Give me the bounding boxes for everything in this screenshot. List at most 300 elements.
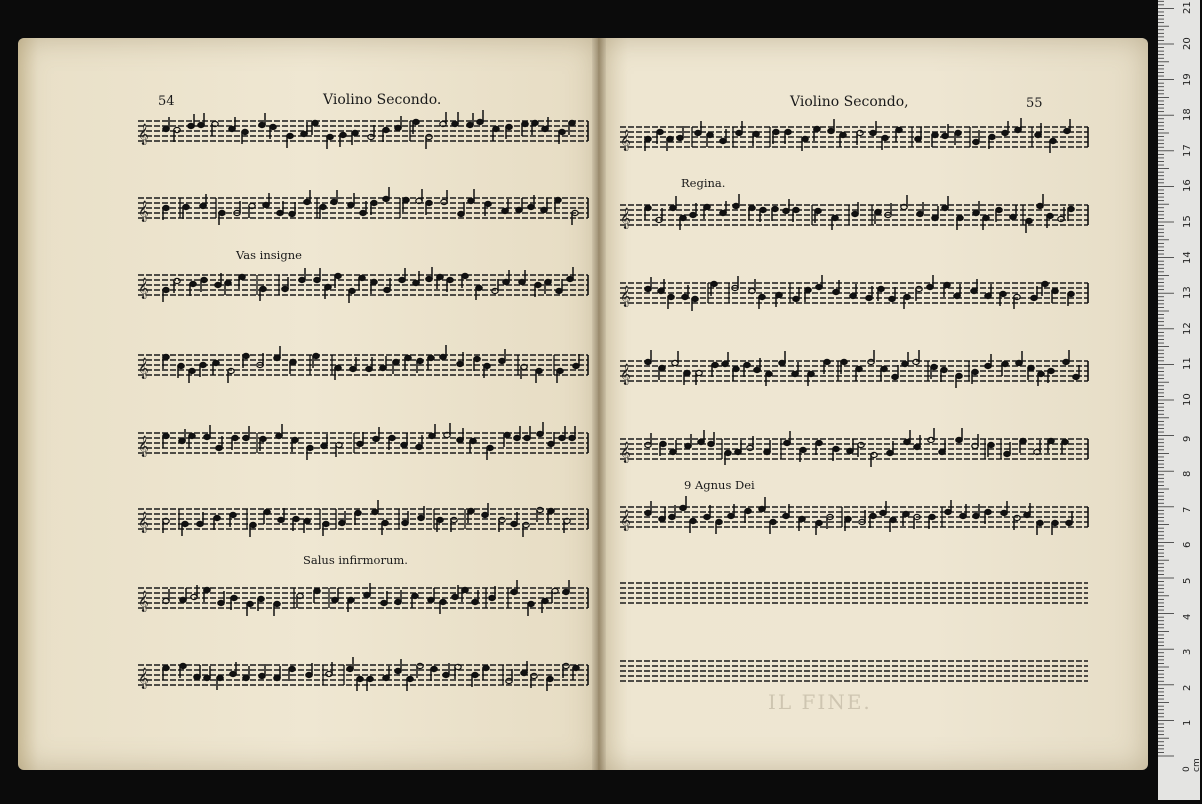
note-head bbox=[368, 134, 374, 139]
note-head bbox=[299, 277, 305, 282]
note-head bbox=[418, 515, 424, 520]
note-head bbox=[264, 509, 270, 514]
note-head bbox=[468, 198, 474, 203]
note-head bbox=[1062, 439, 1068, 444]
note-head bbox=[1037, 203, 1043, 208]
note-head bbox=[250, 522, 256, 527]
note-head bbox=[470, 438, 476, 443]
note-head bbox=[1042, 281, 1048, 286]
note-head bbox=[474, 356, 480, 361]
note-head bbox=[832, 215, 838, 220]
note-head bbox=[489, 595, 495, 600]
note-head bbox=[403, 197, 409, 202]
note-head bbox=[956, 373, 962, 378]
note-head bbox=[563, 589, 569, 594]
staff-line-r5 bbox=[598, 434, 1148, 464]
note-head bbox=[180, 663, 186, 668]
note-head bbox=[563, 663, 569, 668]
note-head bbox=[349, 288, 355, 293]
note-head bbox=[660, 441, 666, 446]
note-head bbox=[401, 442, 407, 447]
note-head bbox=[779, 360, 785, 365]
clef-glyph: 𝄞 bbox=[620, 208, 631, 229]
note-head bbox=[896, 127, 902, 132]
note-head bbox=[301, 131, 307, 136]
note-head bbox=[190, 281, 196, 286]
note-head bbox=[733, 366, 739, 371]
note-head bbox=[1002, 130, 1008, 135]
note-head bbox=[243, 353, 249, 358]
note-head bbox=[1064, 128, 1070, 133]
ruler-unit-label: 0 cm bbox=[1182, 758, 1202, 772]
ruler-number: 13 bbox=[1182, 286, 1193, 300]
note-head bbox=[289, 666, 295, 671]
note-head bbox=[931, 364, 937, 369]
note-head bbox=[945, 509, 951, 514]
note-head bbox=[499, 517, 505, 522]
clef-glyph: 𝄞 bbox=[138, 124, 149, 145]
note-head bbox=[720, 138, 726, 143]
note-head bbox=[1037, 520, 1043, 525]
note-head bbox=[443, 672, 449, 677]
note-head bbox=[347, 666, 353, 671]
note-head bbox=[277, 210, 283, 215]
note-head bbox=[916, 286, 922, 291]
note-head bbox=[904, 294, 910, 299]
note-head bbox=[1038, 371, 1044, 376]
note-head bbox=[670, 205, 676, 210]
empty-staff-1 bbox=[598, 578, 1148, 608]
note-head bbox=[696, 370, 702, 375]
note-head bbox=[852, 211, 858, 216]
note-head bbox=[289, 211, 295, 216]
note-head bbox=[373, 436, 379, 441]
staff-line-r1 bbox=[598, 122, 1148, 152]
note-head bbox=[542, 126, 548, 131]
note-head bbox=[917, 211, 923, 216]
note-head bbox=[1052, 288, 1058, 293]
note-head bbox=[985, 509, 991, 514]
note-head bbox=[704, 514, 710, 519]
note-head bbox=[191, 594, 197, 599]
note-head bbox=[902, 361, 908, 366]
staff-line-6 bbox=[18, 504, 598, 534]
note-head bbox=[174, 278, 180, 283]
note-head bbox=[733, 203, 739, 208]
note-head bbox=[304, 199, 310, 204]
note-head bbox=[482, 512, 488, 517]
ruler-number: 2 bbox=[1182, 684, 1193, 691]
note-head bbox=[1052, 520, 1058, 525]
note-head bbox=[204, 434, 210, 439]
note-head bbox=[760, 207, 766, 212]
staff-line-r4 bbox=[598, 356, 1148, 386]
note-head bbox=[383, 127, 389, 132]
note-head bbox=[417, 358, 423, 363]
note-head bbox=[680, 505, 686, 510]
note-head bbox=[229, 126, 235, 131]
book-gutter bbox=[592, 38, 606, 770]
note-head bbox=[393, 359, 399, 364]
ruler-number: 6 bbox=[1182, 542, 1193, 549]
note-head bbox=[413, 280, 419, 285]
note-head bbox=[657, 129, 663, 134]
caption-vas-insigne: Vas insigne bbox=[236, 248, 302, 262]
staff-line-r6 bbox=[598, 502, 1148, 532]
note-head bbox=[201, 277, 207, 282]
note-head bbox=[278, 517, 284, 522]
note-head bbox=[326, 671, 332, 676]
clef-glyph: 𝄞 bbox=[620, 510, 631, 531]
note-head bbox=[274, 601, 280, 606]
note-head bbox=[274, 355, 280, 360]
note-head bbox=[707, 132, 713, 137]
note-head bbox=[204, 675, 210, 680]
note-head bbox=[1050, 138, 1056, 143]
note-head bbox=[395, 668, 401, 673]
note-head bbox=[1048, 368, 1054, 373]
clef-glyph: 𝄞 bbox=[620, 286, 631, 307]
note-head bbox=[847, 448, 853, 453]
note-head bbox=[428, 597, 434, 602]
note-head bbox=[672, 360, 678, 365]
note-head bbox=[492, 288, 498, 293]
note-head bbox=[372, 509, 378, 514]
note-head bbox=[163, 433, 169, 438]
note-head bbox=[744, 362, 750, 367]
note-head bbox=[355, 510, 361, 515]
note-head bbox=[327, 134, 333, 139]
note-head bbox=[428, 355, 434, 360]
note-head bbox=[971, 288, 977, 293]
note-head bbox=[335, 365, 341, 370]
staff-line-2 bbox=[18, 193, 598, 223]
note-head bbox=[645, 442, 651, 447]
note-head bbox=[932, 132, 938, 137]
note-head bbox=[828, 128, 834, 133]
caption-agnus-dei: 9 Agnus Dei bbox=[684, 478, 755, 492]
note-head bbox=[816, 440, 822, 445]
note-head bbox=[698, 439, 704, 444]
note-head bbox=[306, 672, 312, 677]
note-head bbox=[904, 439, 910, 444]
note-head bbox=[956, 437, 962, 442]
note-head bbox=[506, 124, 512, 129]
note-head bbox=[426, 134, 432, 139]
note-head bbox=[695, 130, 701, 135]
note-head bbox=[239, 274, 245, 279]
note-head bbox=[792, 371, 798, 376]
note-head bbox=[230, 671, 236, 676]
note-head bbox=[942, 133, 948, 138]
note-head bbox=[1068, 291, 1074, 296]
note-head bbox=[447, 277, 453, 282]
note-head bbox=[548, 508, 554, 513]
note-head bbox=[815, 208, 821, 213]
note-head bbox=[216, 445, 222, 450]
note-head bbox=[914, 444, 920, 449]
ruler-number: 20 bbox=[1182, 37, 1193, 50]
note-head bbox=[799, 516, 805, 521]
note-head bbox=[506, 678, 512, 683]
note-head bbox=[260, 436, 266, 441]
note-head bbox=[457, 437, 463, 442]
note-head bbox=[708, 441, 714, 446]
note-head bbox=[381, 600, 387, 605]
note-head bbox=[988, 442, 994, 447]
note-head bbox=[485, 201, 491, 206]
note-head bbox=[219, 210, 225, 215]
note-head bbox=[749, 205, 755, 210]
note-head bbox=[927, 284, 933, 289]
note-head bbox=[973, 139, 979, 144]
note-head bbox=[426, 200, 432, 205]
note-head bbox=[766, 371, 772, 376]
note-head bbox=[282, 286, 288, 291]
note-head bbox=[793, 296, 799, 301]
note-head bbox=[217, 675, 223, 680]
note-head bbox=[200, 362, 206, 367]
note-head bbox=[477, 119, 483, 124]
note-head bbox=[198, 122, 204, 127]
note-head bbox=[800, 447, 806, 452]
staff-line-8 bbox=[18, 660, 598, 690]
note-head bbox=[371, 200, 377, 205]
ruler-number: 21 bbox=[1182, 1, 1193, 15]
note-head bbox=[1010, 214, 1016, 219]
note-head bbox=[270, 124, 276, 129]
note-head bbox=[276, 433, 282, 438]
note-head bbox=[856, 366, 862, 371]
note-head bbox=[531, 673, 537, 678]
note-head bbox=[881, 366, 887, 371]
note-head bbox=[728, 513, 734, 518]
note-head bbox=[753, 131, 759, 136]
note-head bbox=[1024, 512, 1030, 517]
ruler-number: 8 bbox=[1182, 470, 1193, 478]
note-head bbox=[383, 196, 389, 201]
note-head bbox=[985, 363, 991, 368]
note-head bbox=[684, 370, 690, 375]
note-head bbox=[1073, 374, 1079, 379]
note-head bbox=[816, 284, 822, 289]
note-head bbox=[218, 600, 224, 605]
note-head bbox=[243, 435, 249, 440]
note-head bbox=[704, 204, 710, 209]
note-head bbox=[182, 521, 188, 526]
note-head bbox=[389, 435, 395, 440]
note-head bbox=[548, 441, 554, 446]
clef-glyph: 𝄞 bbox=[620, 442, 631, 463]
note-head bbox=[314, 277, 320, 282]
note-head bbox=[536, 368, 542, 373]
note-head bbox=[204, 587, 210, 592]
note-head bbox=[667, 136, 673, 141]
clef-glyph: 𝄞 bbox=[138, 278, 149, 299]
note-head bbox=[335, 273, 341, 278]
note-head bbox=[1047, 213, 1053, 218]
ruler-number: 3 bbox=[1182, 648, 1193, 656]
note-head bbox=[1000, 291, 1006, 296]
note-head bbox=[690, 212, 696, 217]
note-head bbox=[772, 206, 778, 211]
note-head bbox=[569, 120, 575, 125]
note-head bbox=[557, 368, 563, 373]
note-head bbox=[1014, 515, 1020, 520]
note-head bbox=[659, 516, 665, 521]
note-head bbox=[189, 368, 195, 373]
note-head bbox=[405, 355, 411, 360]
note-head bbox=[954, 293, 960, 298]
note-head bbox=[814, 126, 820, 131]
note-head bbox=[524, 435, 530, 440]
note-head bbox=[417, 663, 423, 668]
note-head bbox=[371, 279, 377, 284]
note-head bbox=[364, 592, 370, 597]
note-head bbox=[416, 444, 422, 449]
note-head bbox=[380, 365, 386, 370]
note-head bbox=[805, 287, 811, 292]
note-head bbox=[567, 276, 573, 281]
note-head bbox=[1048, 438, 1054, 443]
note-head bbox=[692, 296, 698, 301]
note-head bbox=[776, 292, 782, 297]
ruler-number: 12 bbox=[1182, 322, 1193, 335]
right-page bbox=[598, 38, 1148, 770]
note-head bbox=[932, 215, 938, 220]
note-head bbox=[359, 275, 365, 280]
note-head bbox=[412, 593, 418, 598]
note-head bbox=[213, 360, 219, 365]
note-head bbox=[274, 675, 280, 680]
note-head bbox=[493, 126, 499, 131]
ruler-number: 14 bbox=[1182, 250, 1193, 264]
note-head bbox=[511, 589, 517, 594]
clef-glyph: 𝄞 bbox=[138, 358, 149, 379]
staff-line-r2 bbox=[598, 200, 1148, 230]
note-head bbox=[939, 449, 945, 454]
note-head bbox=[759, 294, 765, 299]
note-head bbox=[440, 354, 446, 359]
note-head bbox=[519, 279, 525, 284]
note-head bbox=[402, 520, 408, 525]
note-head bbox=[929, 514, 935, 519]
note-head bbox=[542, 598, 548, 603]
note-head bbox=[174, 127, 180, 132]
note-head bbox=[528, 601, 534, 606]
note-head bbox=[163, 354, 169, 359]
note-head bbox=[413, 119, 419, 124]
note-head bbox=[857, 130, 863, 135]
note-head bbox=[504, 432, 510, 437]
note-head bbox=[200, 203, 206, 208]
note-head bbox=[331, 199, 337, 204]
note-head bbox=[429, 433, 435, 438]
note-head bbox=[521, 670, 527, 675]
note-head bbox=[1068, 206, 1074, 211]
note-head bbox=[320, 204, 326, 209]
note-head bbox=[989, 134, 995, 139]
note-head bbox=[242, 129, 248, 134]
note-head bbox=[503, 279, 509, 284]
note-head bbox=[957, 215, 963, 220]
note-head bbox=[645, 286, 651, 291]
staff-line-1 bbox=[18, 116, 598, 146]
staff-line-3 bbox=[18, 270, 598, 300]
note-head bbox=[735, 449, 741, 454]
note-head bbox=[1002, 361, 1008, 366]
note-head bbox=[197, 521, 203, 526]
note-head bbox=[645, 359, 651, 364]
note-head bbox=[773, 129, 779, 134]
note-head bbox=[1001, 510, 1007, 515]
note-head bbox=[332, 597, 338, 602]
note-head bbox=[941, 367, 947, 372]
note-head bbox=[384, 287, 390, 292]
note-head bbox=[555, 197, 561, 202]
note-head bbox=[467, 122, 473, 127]
note-head bbox=[431, 666, 437, 671]
clef-glyph: 𝄞 bbox=[138, 436, 149, 457]
note-head bbox=[258, 596, 264, 601]
note-head bbox=[514, 435, 520, 440]
ruler-number: 11 bbox=[1182, 357, 1193, 371]
ruler-number: 4 bbox=[1182, 613, 1193, 620]
note-head bbox=[194, 674, 200, 679]
note-head bbox=[452, 594, 458, 599]
note-head bbox=[1066, 520, 1072, 525]
note-head bbox=[996, 207, 1002, 212]
note-head bbox=[754, 367, 760, 372]
note-head bbox=[440, 599, 446, 604]
note-head bbox=[559, 435, 565, 440]
note-head bbox=[484, 363, 490, 368]
note-head bbox=[179, 438, 185, 443]
clef-glyph: 𝄞 bbox=[138, 668, 149, 689]
note-head bbox=[716, 519, 722, 524]
note-head bbox=[228, 368, 234, 373]
note-head bbox=[290, 359, 296, 364]
note-head bbox=[870, 130, 876, 135]
note-head bbox=[870, 513, 876, 518]
note-head bbox=[736, 130, 742, 135]
note-head bbox=[658, 288, 664, 293]
ruler-number: 19 bbox=[1182, 72, 1193, 86]
ruler-number: 7 bbox=[1182, 506, 1193, 513]
note-head bbox=[458, 211, 464, 216]
note-head bbox=[180, 597, 186, 602]
note-head bbox=[325, 284, 331, 289]
note-head bbox=[188, 123, 194, 128]
ruler-ticks bbox=[1158, 0, 1200, 800]
note-head bbox=[816, 520, 822, 525]
note-head bbox=[451, 517, 457, 522]
note-head bbox=[960, 513, 966, 518]
note-head bbox=[189, 433, 195, 438]
note-head bbox=[747, 445, 753, 450]
note-head bbox=[163, 287, 169, 292]
note-head bbox=[722, 361, 728, 366]
note-head bbox=[457, 361, 463, 366]
note-head bbox=[476, 285, 482, 290]
note-head bbox=[260, 286, 266, 291]
note-head bbox=[690, 518, 696, 523]
note-head bbox=[720, 210, 726, 215]
note-head bbox=[243, 675, 249, 680]
ruler-number: 18 bbox=[1182, 108, 1193, 122]
note-head bbox=[1035, 132, 1041, 137]
note-head bbox=[382, 520, 388, 525]
